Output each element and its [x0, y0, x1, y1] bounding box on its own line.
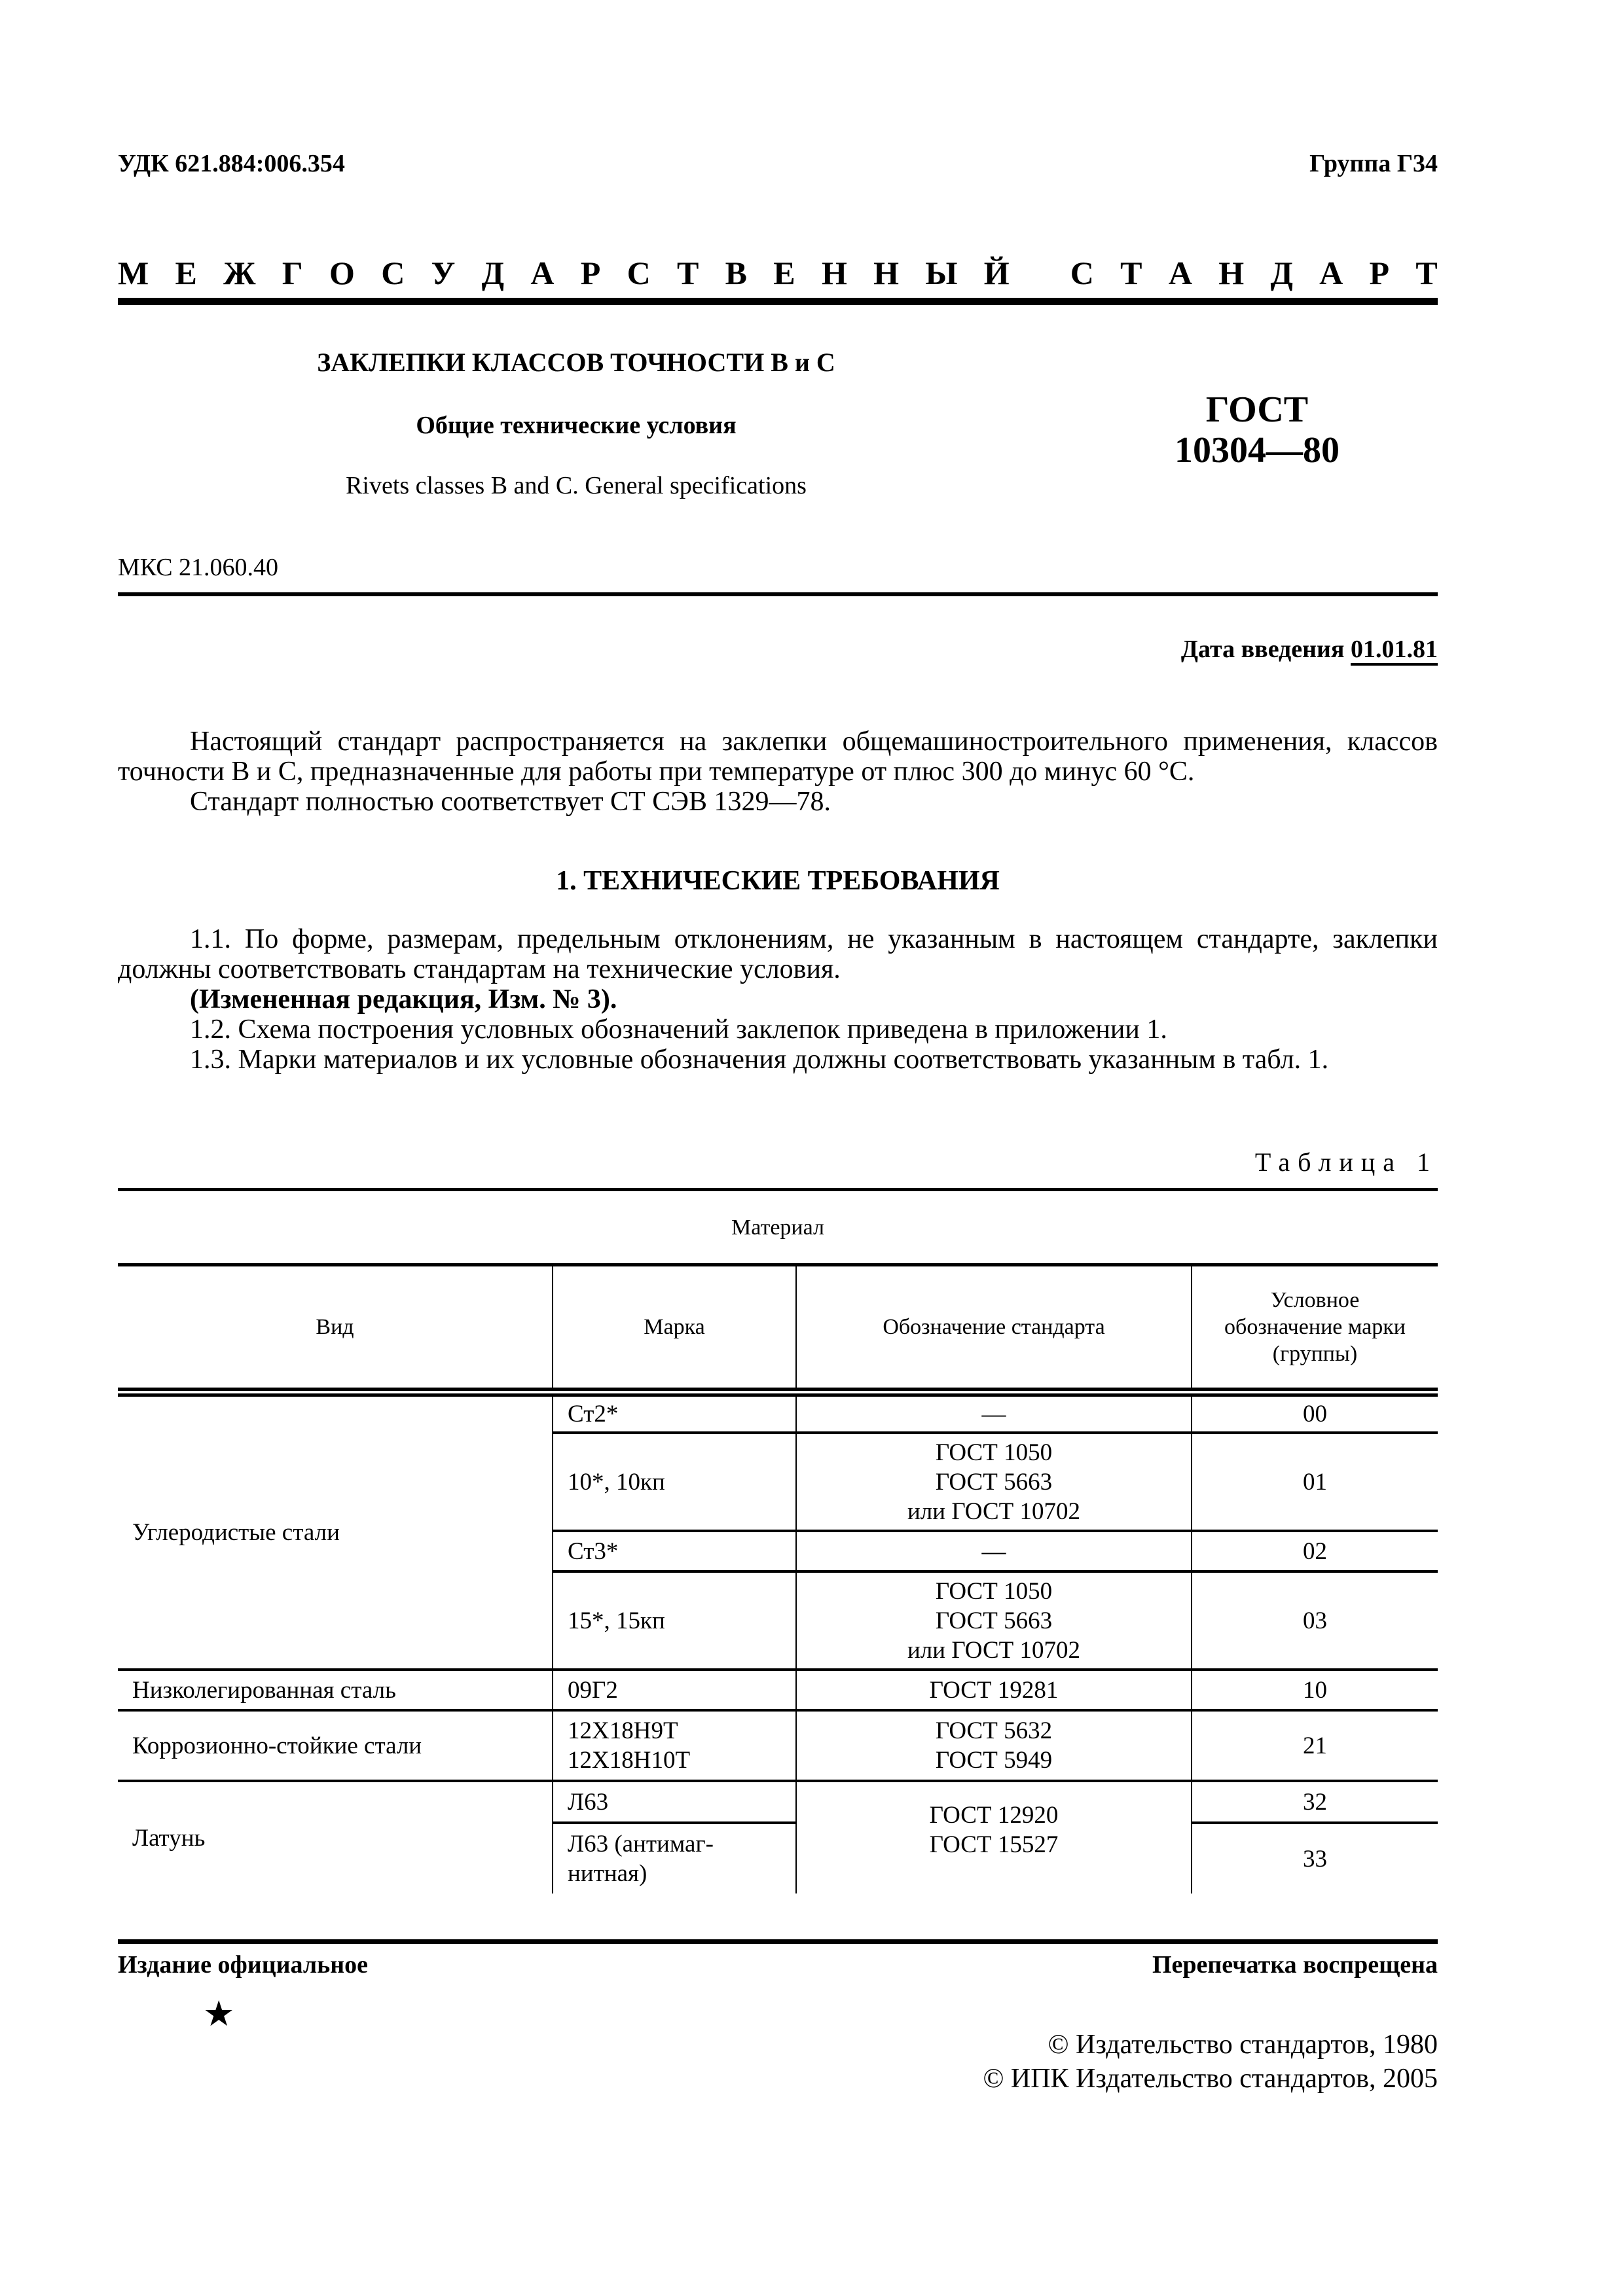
gost-number [1126, 389, 1388, 471]
table-row [118, 1392, 1438, 1433]
banner-letter: А [530, 255, 555, 291]
column-header-code-line: обозначение марки [1224, 1315, 1406, 1339]
cell-kind: Коррозионно-стойкие стали [118, 1710, 553, 1781]
copyright-line: © Издательство стандартов, 1980 [1048, 2030, 1438, 2060]
document-subtitle: Общие технические условия [416, 412, 737, 439]
cell-standard: — [796, 1392, 1192, 1433]
standard-line: или ГОСТ 10702 [907, 1498, 1080, 1525]
cell-code: 00 [1192, 1392, 1438, 1433]
cell-code: 03 [1192, 1571, 1438, 1670]
standard-line: ГОСТ 5663 [935, 1607, 1053, 1634]
official-edition-label: Издание официальное [118, 1951, 369, 1979]
banner-letter: Й [983, 255, 1010, 291]
banner-letter: Ж [223, 255, 256, 291]
cell-code: 10 [1192, 1670, 1438, 1710]
column-header-grade: Марка [553, 1265, 796, 1393]
clause-1-2: 1.2. Схема построения условных обозначений заклепок приведена в приложении 1. [190, 1014, 1167, 1045]
title-rule [118, 592, 1438, 596]
cell-kind: Латунь [132, 1824, 206, 1852]
banner-letter: Т [676, 255, 699, 291]
banner-letter: Р [1369, 255, 1390, 291]
banner-letter: Т [1415, 255, 1438, 291]
banner-letter: С [627, 255, 651, 291]
banner-letter: Е [175, 255, 197, 291]
document-title: ЗАКЛЕПКИ КЛАССОВ ТОЧНОСТИ В и С [317, 348, 835, 377]
banner-letter: А [1319, 255, 1343, 291]
cell-kind: Низколегированная сталь [118, 1670, 553, 1710]
cell-grade: 15*, 15кп [553, 1571, 796, 1670]
banner-letter: М [118, 255, 149, 291]
cell-standard [796, 1781, 1192, 1893]
cell-code: 21 [1192, 1710, 1438, 1781]
banner-letter: Т [1120, 255, 1142, 291]
cell-standard: ГОСТ 19281 [796, 1670, 1192, 1710]
intro-paragraph: Настоящий стандарт распространяется на заклепки общемашиностроительного применения, классов точности В и С, предназначенные для работы при температуре от плюс 300 до минус 60 °С. [118, 726, 1438, 787]
banner-letter: Г [282, 255, 303, 291]
reprint-prohibited-label: Перепечатка воспрещена [1152, 1951, 1438, 1979]
cell-standard [796, 1710, 1192, 1781]
cell-standard [796, 1433, 1192, 1531]
standard-line: ГОСТ 5632 [935, 1717, 1053, 1744]
cell-code: 01 [1192, 1433, 1438, 1531]
banner-letter: Н [821, 255, 847, 291]
column-header-code-line: (группы) [1272, 1342, 1358, 1366]
grade-line: 12Х18Н9Т [568, 1717, 678, 1744]
column-header-code-line: Условное [1270, 1288, 1360, 1312]
banner-letter: А [1168, 255, 1192, 291]
grade-line: 12Х18Н10Т [568, 1747, 691, 1774]
table-row [118, 1670, 1438, 1710]
effective-date [1181, 635, 1438, 664]
gost-code: 10304—80 [1175, 430, 1340, 471]
effective-date-label: Дата введения [1180, 636, 1345, 663]
banner-letter: О [329, 255, 355, 291]
copyright [983, 2028, 1438, 2096]
cell-grade: Ст2* [553, 1392, 796, 1433]
cell-grade: 09Г2 [553, 1670, 796, 1710]
standard-line: ГОСТ 1050 [935, 1577, 1053, 1605]
grade-line: Л63 (антимаг- [568, 1831, 714, 1857]
banner-letter: В [725, 255, 747, 291]
banner-letter: Ы [925, 255, 958, 291]
table-row [118, 1781, 1438, 1823]
cell-code: 33 [1192, 1823, 1438, 1893]
footer-rule [118, 1939, 1438, 1944]
banner-letter: Е [773, 255, 795, 291]
copyright-line: © ИПК Издательство стандартов, 2005 [983, 2064, 1438, 2094]
banner-letter: Н [1218, 255, 1245, 291]
column-header-code [1192, 1265, 1438, 1393]
clause-1-1: 1.1. По форме, размерам, предельным отклонениям, не указанным в настоящем стандарте, заклепки должны соответствовать стандартам на технические условия. [118, 924, 1438, 984]
star-icon: ★ [203, 1994, 235, 2034]
table-caption: Таблица 1 [1254, 1147, 1438, 1177]
cell-grade: Л63 [553, 1781, 796, 1823]
banner-letter: Д [481, 255, 505, 291]
materials-table [118, 1188, 1438, 1893]
standard-line: ГОСТ 5663 [935, 1468, 1053, 1496]
mks-code: МКС 21.060.40 [118, 554, 279, 581]
banner-letter: С [381, 255, 405, 291]
clause-1-1-amendment: (Измененная редакция, Изм. № 3). [190, 984, 617, 1014]
cell-grade [553, 1710, 796, 1781]
header-rule [118, 298, 1438, 305]
banner-letter: Р [580, 255, 601, 291]
standard-line: ГОСТ 1050 [935, 1439, 1053, 1466]
standard-line: ГОСТ 12920 [929, 1802, 1059, 1829]
gost-label: ГОСТ [1205, 389, 1309, 430]
cell-standard: — [796, 1531, 1192, 1571]
column-header-standard: Обозначение стандарта [796, 1265, 1192, 1393]
interstate-standard-banner [118, 254, 1438, 292]
standard-line: ГОСТ 15527 [929, 1831, 1059, 1858]
intro-conformity: Стандарт полностью соответствует СТ СЭВ 1329—78. [190, 787, 831, 817]
document-title-english: Rivets classes B and C. General specifications [346, 472, 807, 499]
table-group-header: Материал [118, 1190, 1438, 1265]
standard-line: ГОСТ 5949 [935, 1747, 1053, 1774]
effective-date-value: 01.01.81 [1351, 636, 1438, 666]
banner-letter [1036, 254, 1044, 292]
clause-1-3: 1.3. Марки материалов и их условные обозначения должны соответствовать указанным в табл. 1. [190, 1045, 1329, 1075]
cell-kind: Углеродистые стали [118, 1392, 553, 1670]
banner-letter: С [1070, 255, 1094, 291]
standard-line: или ГОСТ 10702 [907, 1636, 1080, 1664]
table-row [118, 1710, 1438, 1781]
banner-letter: У [431, 255, 456, 291]
cell-code: 02 [1192, 1531, 1438, 1571]
group-code: Группа Г34 [1309, 150, 1438, 177]
grade-line: нитная) [568, 1860, 647, 1887]
cell-code: 32 [1192, 1781, 1438, 1823]
banner-letter: Д [1270, 255, 1293, 291]
section-heading: 1. ТЕХНИЧЕСКИЕ ТРЕБОВАНИЯ [556, 866, 1000, 896]
column-header-kind: Вид [118, 1265, 553, 1393]
udk-code: УДК 621.884:006.354 [118, 150, 345, 177]
cell-grade: Ст3* [553, 1531, 796, 1571]
cell-standard [796, 1571, 1192, 1670]
cell-grade [553, 1823, 796, 1893]
cell-grade: 10*, 10кп [553, 1433, 796, 1531]
banner-letter: Н [873, 255, 900, 291]
